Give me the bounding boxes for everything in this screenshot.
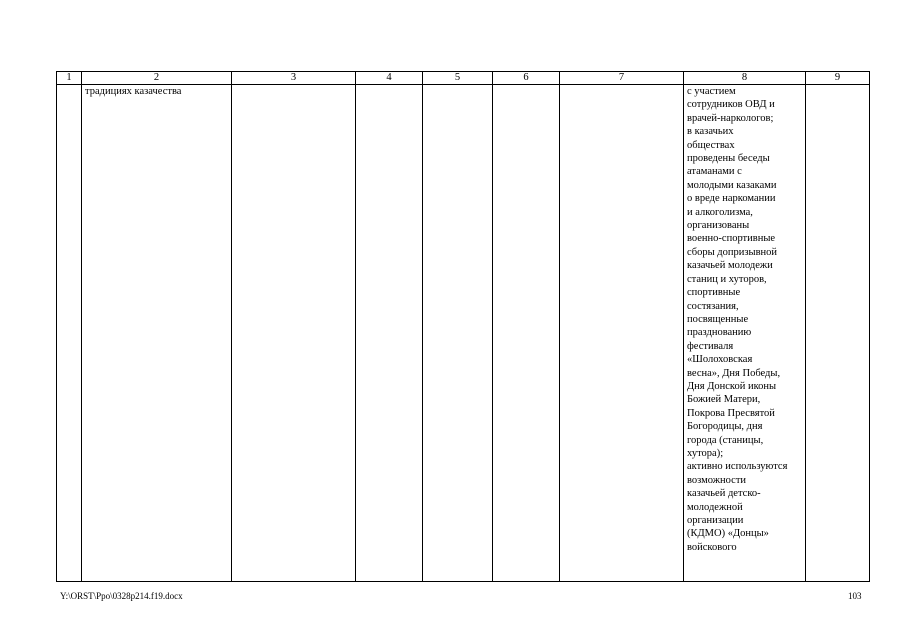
column-header-8: 8 — [684, 72, 806, 85]
column-header-4: 4 — [356, 72, 423, 85]
column-header-9: 9 — [806, 72, 870, 85]
column-header-5: 5 — [423, 72, 493, 85]
table-cell-col-4 — [356, 85, 423, 582]
document-table — [56, 71, 870, 582]
page-number: 103 — [848, 591, 862, 601]
table-cell-col-6 — [493, 85, 560, 582]
column-header-1: 1 — [57, 72, 82, 85]
footer-file-path: Y:\ORST\Ppo\0328p214.f19.docx — [60, 591, 183, 601]
table-header-row — [57, 72, 870, 85]
table-cell-col-2: традициях казачества — [82, 85, 232, 582]
table-cell-col-8: с участием сотрудников ОВД и врачей-наркологов; в казачьих обществах проведены беседы атаманами с молодыми казаками о вреде наркомании и алкоголизма, организованы военно-спортивные сборы допризывной казачьей молодежи станиц и хуторов, спортивные состязания, посвященные празднованию фестиваля «Шолоховская весна», Дня Победы, Дня Донской иконы Божией Матери, Покрова Пресвятой Богородицы, дня города (станицы, хутора); активно используются возможности казачьей детско- молодежной организации (КДМО) «Донцы» войскового — [684, 85, 806, 582]
column-header-2: 2 — [82, 72, 232, 85]
column-header-6: 6 — [493, 72, 560, 85]
table-cell-col-7 — [560, 85, 684, 582]
table-cell-col-9 — [806, 85, 870, 582]
column-header-7: 7 — [560, 72, 684, 85]
table-cell-col-5 — [423, 85, 493, 582]
table-row — [57, 85, 870, 582]
table-cell-col-3 — [232, 85, 356, 582]
column-header-3: 3 — [232, 72, 356, 85]
table-cell-col-1 — [57, 85, 82, 582]
